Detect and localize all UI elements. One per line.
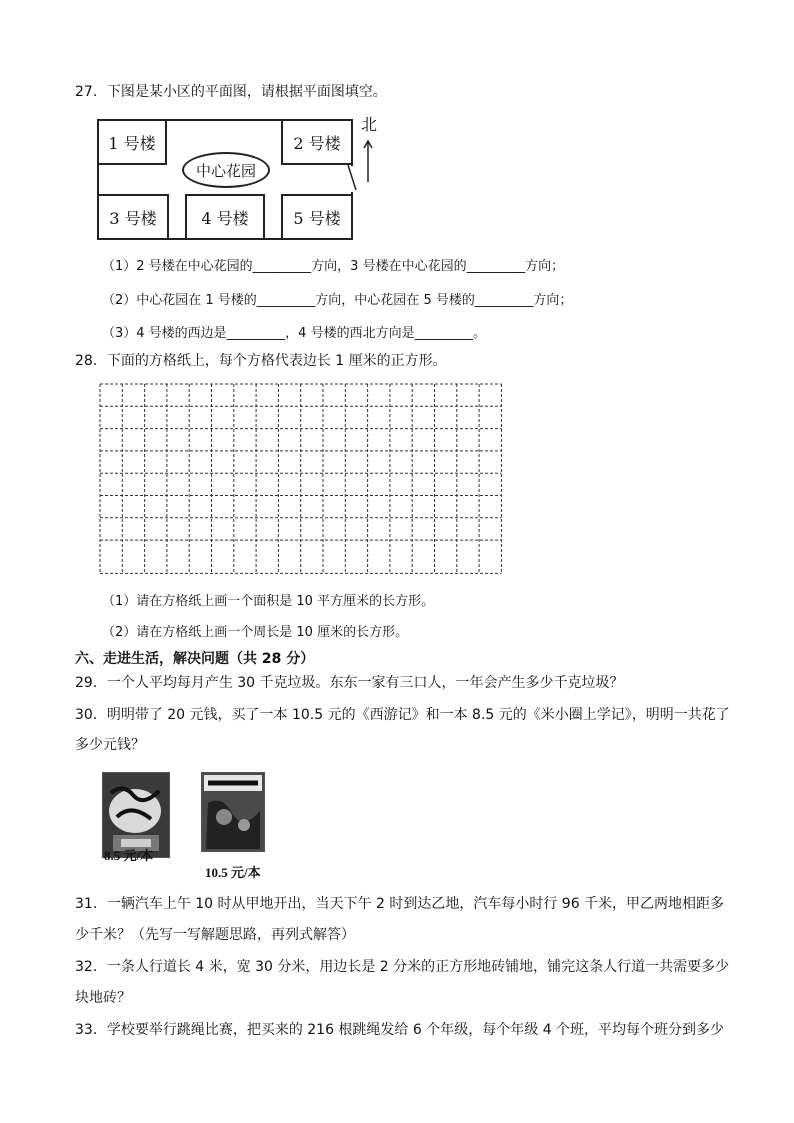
q30-line1: 30．明明带了 20 元钱，买了一本 10.5 元的《西游记》和一本 8.5 元的《米小圈上学记》，明明一共花了 [75, 707, 730, 723]
north-arrow-icon [361, 138, 375, 182]
book2-price: 10.5 元/本 [205, 865, 261, 880]
building-3: 3 号楼 [97, 194, 169, 240]
q28-stem: 28．下面的方格纸上，每个方格代表边长 1 厘米的正方形。 [75, 353, 447, 369]
q27-sub2: （2）中心花园在 1 号楼的_________方向，中心花园在 5 号楼的_________方向； [102, 293, 573, 308]
building-1: 1 号楼 [97, 119, 167, 165]
building-5: 5 号楼 [281, 194, 353, 240]
gate-line [345, 160, 359, 196]
q30-line2: 多少元钱？ [75, 737, 145, 753]
north-label: 北 [361, 115, 378, 134]
q33-line1: 33．学校要举行跳绳比赛，把买来的 216 根跳绳发给 6 个年级，每个年级 4 个班，平均每个班分到多少 [75, 1022, 725, 1038]
q29-text: 29．一个人平均每月产生 30 千克垃圾。东东一家有三口人，一年会产生多少千克垃圾？ [75, 675, 624, 691]
q31-line2: 少千米？（先写一写解题思路，再列式解答） [75, 927, 355, 943]
q27-stem: 27．下图是某小区的平面图，请根据平面图填空。 [75, 84, 387, 100]
book-cover-xiyouji [201, 772, 265, 852]
building-2: 2 号楼 [281, 119, 353, 165]
book1-price: 8.5 元/本 [104, 848, 154, 863]
section-heading: 六、走进生活，解决问题（共 28 分） [75, 651, 315, 667]
square-grid-paper[interactable] [99, 383, 503, 576]
q27-sub1: （1）2 号楼在中心花园的_________方向，3 号楼在中心花园的_________方向； [102, 259, 565, 274]
q28-sub1: （1）请在方格纸上画一个面积是 10 平方厘米的长方形。 [102, 594, 435, 609]
q31-line1: 31．一辆汽车上午 10 时从甲地开出，当天下午 2 时到达乙地，汽车每小时行 96 千米，甲乙两地相距多 [75, 896, 725, 912]
q28-sub2: （2）请在方格纸上画一个周长是 10 厘米的长方形。 [102, 625, 409, 640]
central-garden: 中心花园 [182, 152, 270, 188]
q32-line1: 32．一条人行道长 4 米，宽 30 分米，用边长是 2 分米的正方形地砖铺地，铺完这条人行道一共需要多少 [75, 959, 730, 975]
q32-line2: 块地砖？ [75, 990, 131, 1006]
q27-sub3: （3）4 号楼的西边是_________，4 号楼的西北方向是_________。 [102, 326, 487, 341]
building-4: 4 号楼 [185, 194, 265, 240]
